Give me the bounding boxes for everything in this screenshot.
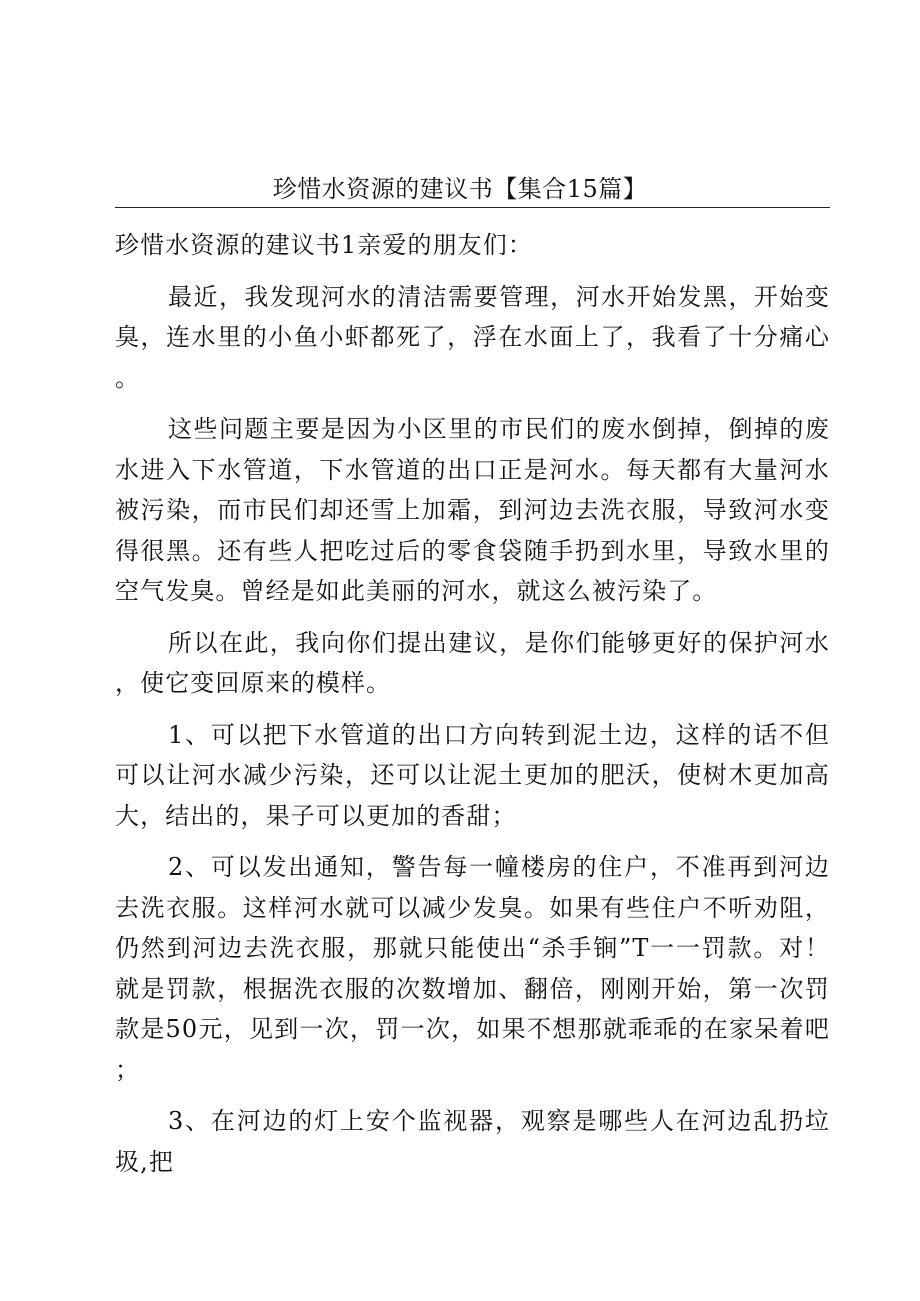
body-paragraph: 最近，我发现河水的清洁需要管理，河水开始发黑，开始变臭，连水里的小鱼小虾都死了，浮在水面上了，我看了十分痛心。 [115, 282, 830, 392]
document-title: 珍惜水资源的建议书【集合15篇】 [272, 175, 648, 203]
salutation-paragraph: 珍惜水资源的建议书1亲爱的朋友们： [115, 231, 533, 259]
suggestion-2-paragraph: 2、可以发出通知，警告每一幢楼房的住户，不准再到河边去洗衣服。这样河水就可以减少发臭。如果有些住户不听劝阻，仍然到河边去洗衣服，那就只能使出“杀手锏”T一一罚款。对！就是罚款，根据洗衣服的次数增加、翻倍，刚刚开始，第一次罚款是50元，见到一次，罚一次，如果不想那就乖乖的在家呆着吧； [115, 853, 830, 1084]
body-paragraph: 这些问题主要是因为小区里的市民们的废水倒掉，倒掉的废水进入下水管道，下水管道的出口正是河水。每天都有大量河水被污染，而市民们却还雪上加霜，到河边去洗衣服，导致河水变得很黑。还有些人把吃过后的零食袋随手扔到水里，导致水里的空气发臭。曾经是如此美丽的河水，就这么被污染了。 [115, 415, 830, 605]
document-body [115, 225, 830, 1193]
suggestion-1-paragraph: 1、可以把下水管道的出口方向转到泥土边，这样的话不但可以让河水减少污染，还可以让泥土更加的肥沃，使树木更加高大，结出的，果子可以更加的香甜； [115, 720, 830, 830]
suggestion-3-paragraph: 3、在河边的灯上安个监视器，观察是哪些人在河边乱扔垃圾,把 [115, 1107, 830, 1176]
body-paragraph: 所以在此，我向你们提出建议，是你们能够更好的保护河水，使它变回原来的模样。 [115, 628, 830, 697]
title-underline [115, 207, 830, 208]
